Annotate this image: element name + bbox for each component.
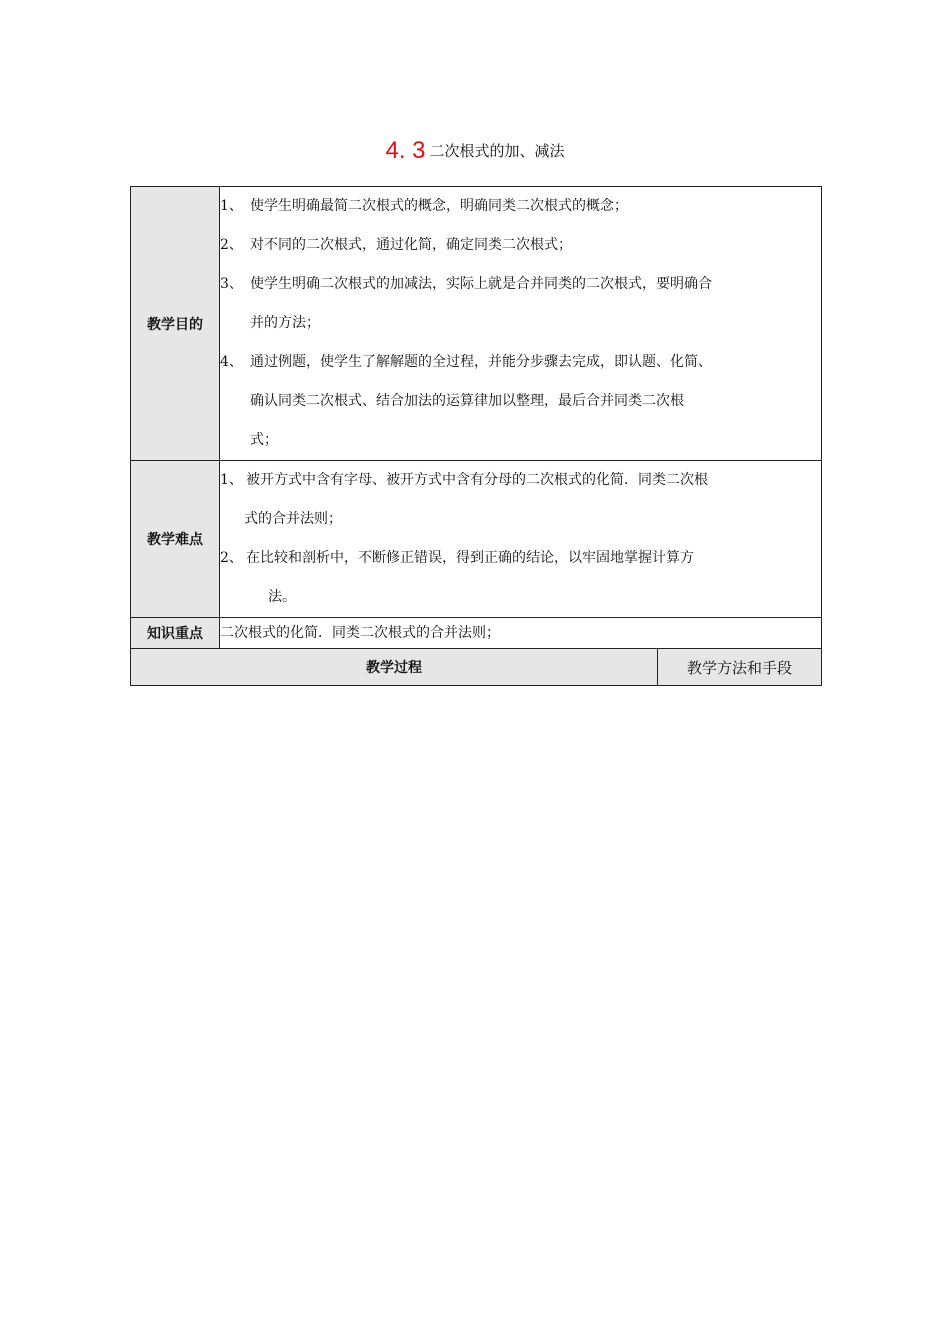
difficulty-item: 2、 在比较和剖析中，不断修正错误，得到正确的结论，以牢固地掌握计算方 法。 bbox=[220, 550, 694, 605]
difficulties-row bbox=[131, 461, 822, 618]
key-points-label: 知识重点 bbox=[131, 618, 220, 649]
page-title bbox=[0, 136, 950, 166]
objective-item: 4、 通过例题，使学生了解解题的全过程，并能分步骤去完成，即认题、化简、 确认同类二次根式、结合加法的运算律加以整理，最后合并同类二次根 式； bbox=[220, 354, 712, 448]
objectives-label: 教学目的 bbox=[131, 187, 220, 461]
section-number: 4. 3 bbox=[385, 137, 426, 164]
teaching-method-header: 教学方法和手段 bbox=[658, 649, 822, 686]
key-points-content: 二次根式的化简．同类二次根式的合并法则； bbox=[220, 618, 822, 649]
key-points-row bbox=[131, 618, 822, 649]
objective-item: 3、 使学生明确二次根式的加减法，实际上就是合并同类的二次根式，要明确合 并的方法； bbox=[220, 276, 712, 331]
objectives-content bbox=[220, 187, 822, 461]
teaching-process-header: 教学过程 bbox=[131, 649, 658, 686]
difficulties-label: 教学难点 bbox=[131, 461, 220, 618]
objective-item: 1、 使学生明确最简二次根式的概念，明确同类二次根式的概念； bbox=[220, 198, 628, 214]
objectives-row bbox=[131, 187, 822, 461]
footer-row bbox=[131, 649, 822, 686]
difficulties-content bbox=[220, 461, 822, 618]
objective-item: 2、 对不同的二次根式，通过化简，确定同类二次根式； bbox=[220, 237, 572, 253]
lesson-plan-table bbox=[130, 186, 822, 686]
difficulty-item: 1、 被开方式中含有字母、被开方式中含有分母的二次根式的化简．同类二次根 式的合并法则； bbox=[220, 472, 708, 527]
section-title: 二次根式的加、减法 bbox=[429, 142, 565, 160]
